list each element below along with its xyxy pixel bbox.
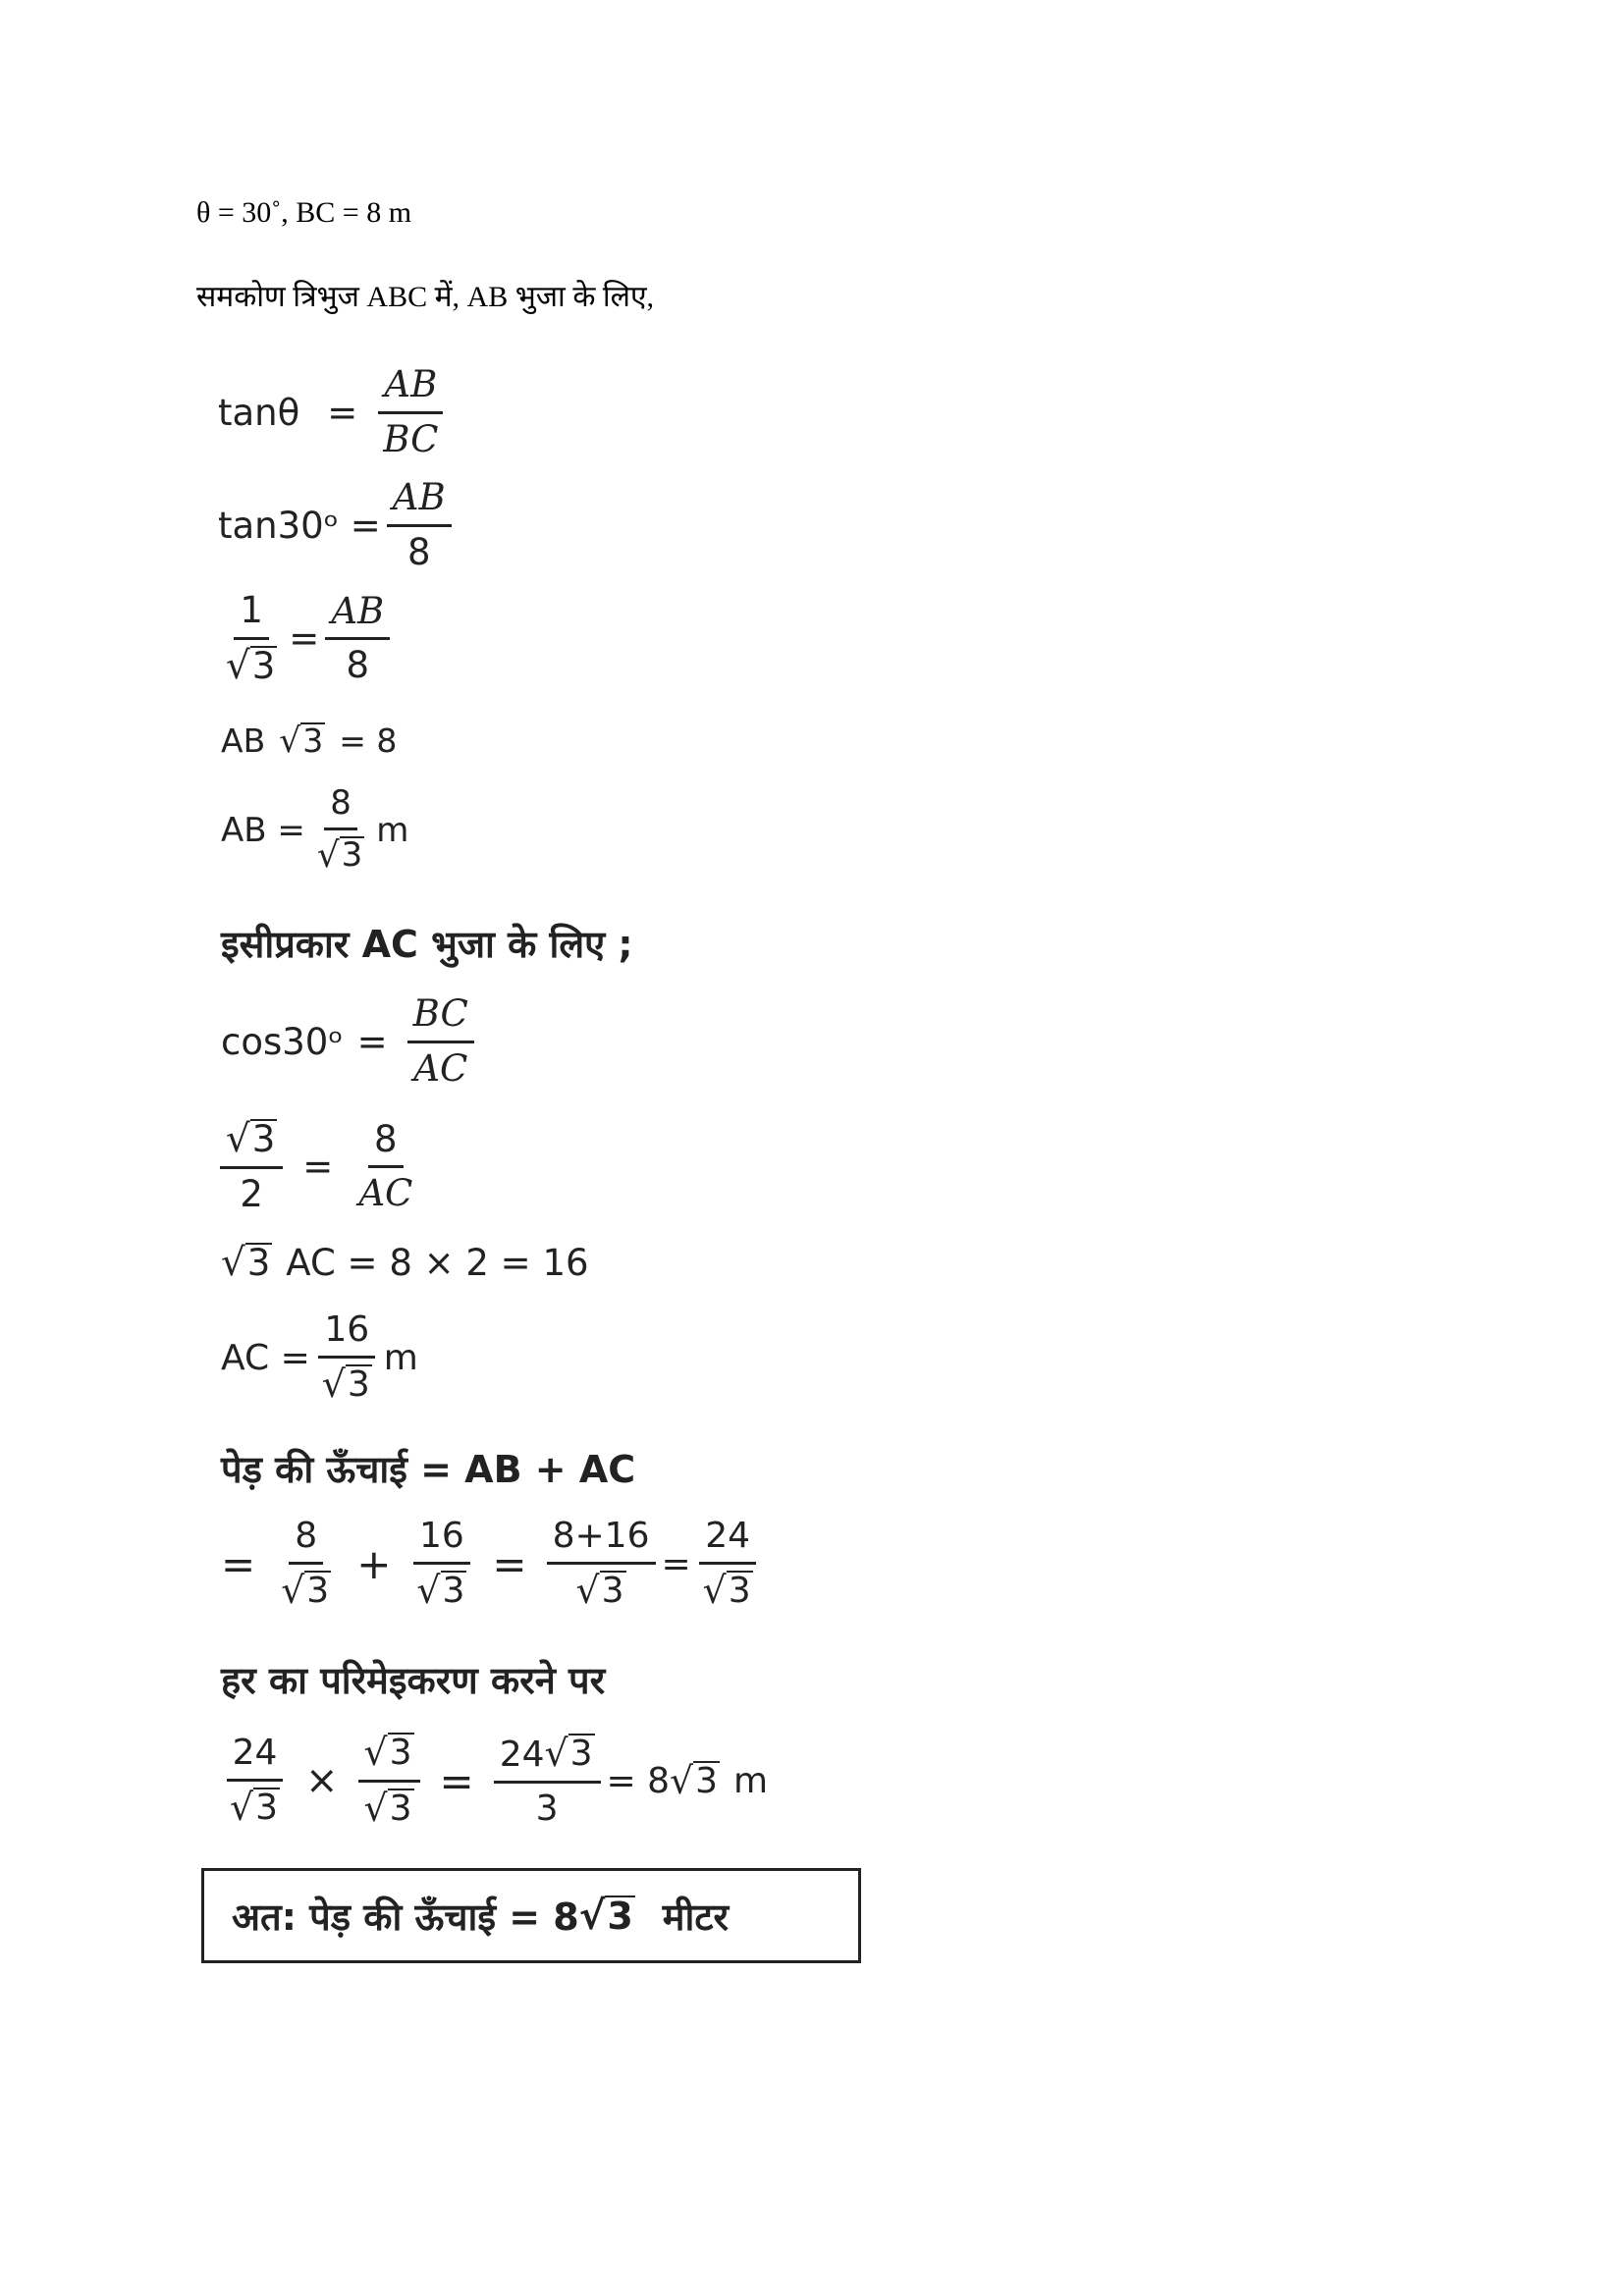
denominator — [275, 1565, 337, 1612]
fraction — [547, 1517, 656, 1611]
numerator: 16 — [318, 1310, 375, 1359]
fraction — [377, 365, 444, 459]
intro-text: समकोण त्रिभुज ABC में, AB भुजा के लिए, — [196, 281, 655, 313]
tan30-lhs: tan30ᵒ = — [218, 504, 381, 547]
denominator — [697, 1565, 759, 1612]
square-root: √ 3 — [363, 1786, 412, 1830]
equals-sign: = — [356, 1020, 388, 1063]
fraction — [410, 1517, 472, 1611]
denominator: 3 — [535, 1788, 559, 1829]
equals-eight: = 8 — [606, 1760, 671, 1801]
numerator: 24 — [227, 1734, 284, 1782]
denominator — [316, 1359, 378, 1406]
denominator: BC — [383, 417, 439, 460]
equation-root3-ac — [221, 1242, 589, 1284]
unit: m — [383, 1337, 418, 1378]
square-root: √ 3 — [702, 1568, 751, 1612]
tan-theta-lhs: tanθ — [218, 391, 300, 434]
radicand: 3 — [341, 835, 363, 876]
equation-ab-result — [221, 785, 408, 876]
fraction — [316, 1310, 378, 1405]
radicand: 3 — [389, 1788, 412, 1829]
numerator — [220, 1119, 283, 1169]
denominator — [220, 640, 283, 687]
fraction — [224, 1734, 286, 1828]
equation-sum — [221, 1517, 765, 1611]
numerator: 16 — [413, 1517, 470, 1565]
fraction — [311, 785, 370, 876]
unit: m — [733, 1760, 769, 1801]
denominator — [358, 1783, 420, 1830]
answer-text: अत: पेड़ की ऊँचाई = 8 — [232, 1895, 579, 1939]
fraction — [275, 1517, 337, 1611]
equals-eight: = 8 — [339, 721, 398, 760]
radicand: 3 — [347, 1363, 370, 1405]
hindi-tree-height: पेड़ की ऊँचाई = AB + AC — [221, 1448, 636, 1491]
equation-rationalized — [218, 1733, 768, 1829]
hindi-heading-ac: इसीप्रकार AC भुजा के लिए ; — [221, 923, 633, 966]
fraction — [358, 1733, 420, 1829]
square-root: √ 3 — [230, 1785, 278, 1829]
square-root: √ 3 — [321, 1362, 370, 1406]
numerator: 8 — [368, 1120, 404, 1169]
radicand: 3 — [389, 1733, 412, 1773]
fraction — [352, 1117, 418, 1215]
denominator: 8 — [406, 530, 431, 573]
numerator — [494, 1734, 601, 1784]
ac-product: AC = 8 × 2 = 16 — [286, 1242, 589, 1284]
times-sign: × — [305, 1758, 339, 1804]
numerator: 1 — [234, 591, 269, 640]
equation-root3-over-2 — [214, 1119, 424, 1214]
fraction — [697, 1517, 759, 1611]
equation-ac-result — [221, 1310, 418, 1405]
radicand: 3 — [695, 1761, 719, 1802]
denominator — [570, 1565, 632, 1612]
square-root: √ 3 — [363, 1731, 412, 1774]
radicand: 3 — [728, 1570, 751, 1611]
numerator: 8+16 — [547, 1517, 656, 1565]
radicand: 3 — [569, 1734, 593, 1774]
radicand: 3 — [302, 721, 324, 761]
radicand: 3 — [251, 644, 276, 687]
square-root: √ 3 — [544, 1732, 593, 1775]
square-root: √ 3 — [578, 1893, 633, 1939]
cos30-lhs: cos30ᵒ — [221, 1020, 344, 1063]
radicand: 3 — [607, 1894, 633, 1938]
square-root: √ 3 — [281, 1568, 330, 1612]
numerator: BC — [407, 994, 474, 1043]
answer-unit: मीटर — [662, 1895, 730, 1939]
square-root: √ 3 — [416, 1568, 465, 1612]
ac-lhs: AC = — [221, 1337, 310, 1378]
square-root: √ 3 — [575, 1568, 624, 1612]
fraction — [494, 1734, 601, 1828]
square-root: √ 3 — [279, 721, 324, 762]
unit: m — [376, 810, 409, 850]
square-root: √ 3 — [221, 1241, 271, 1286]
radicand: 3 — [442, 1570, 465, 1611]
given-values: θ = 30˚, BC = 8 m — [196, 196, 412, 229]
radicand: 3 — [601, 1570, 624, 1611]
equals-sign: = — [439, 1756, 474, 1805]
square-root: √ 3 — [226, 643, 276, 688]
square-root: √ 3 — [226, 1117, 276, 1161]
equation-tan-theta — [218, 365, 450, 459]
equation-cos30 — [221, 994, 480, 1089]
numerator: AB — [387, 478, 452, 527]
equals-sign: = — [327, 391, 358, 434]
coefficient: 24 — [499, 1735, 545, 1775]
equals-sign: = — [302, 1146, 334, 1189]
numerator: 24 — [699, 1517, 756, 1565]
equation-one-over-root3 — [214, 591, 396, 686]
equals-sign: = — [492, 1539, 527, 1588]
hindi-rationalize: हर का परिमेइकरण करने पर — [221, 1659, 606, 1702]
radicand: 3 — [246, 1242, 271, 1285]
denominator: 2 — [240, 1172, 263, 1215]
numerator — [358, 1733, 420, 1783]
radicand: 3 — [306, 1570, 330, 1611]
equals-sign: = — [661, 1543, 691, 1584]
fraction — [220, 1119, 283, 1214]
radicand: 3 — [251, 1118, 276, 1160]
denominator — [410, 1565, 472, 1612]
square-root: √ 3 — [316, 835, 363, 877]
numerator: 8 — [289, 1517, 323, 1565]
radicand: 3 — [255, 1787, 278, 1828]
numerator: 8 — [324, 785, 357, 830]
fraction — [220, 591, 283, 686]
equals-sign: = — [221, 1539, 256, 1588]
denominator — [311, 830, 370, 875]
ab-label: AB — [221, 721, 266, 760]
denominator: AC — [358, 1172, 413, 1215]
equation-tan30 — [218, 478, 458, 572]
numerator: AB — [325, 592, 390, 641]
fraction — [407, 994, 474, 1089]
fraction — [325, 589, 390, 687]
denominator: AC — [413, 1046, 468, 1090]
denominator — [224, 1782, 286, 1829]
fraction — [387, 478, 452, 572]
denominator: 8 — [346, 644, 370, 687]
square-root: √ 3 — [670, 1759, 719, 1803]
plus-sign: + — [356, 1539, 392, 1588]
final-answer-box — [201, 1868, 861, 1963]
equals-sign: = — [289, 617, 320, 661]
equation-ab-root3 — [221, 721, 397, 760]
numerator: AB — [378, 365, 443, 414]
ab-lhs: AB = — [221, 810, 305, 850]
